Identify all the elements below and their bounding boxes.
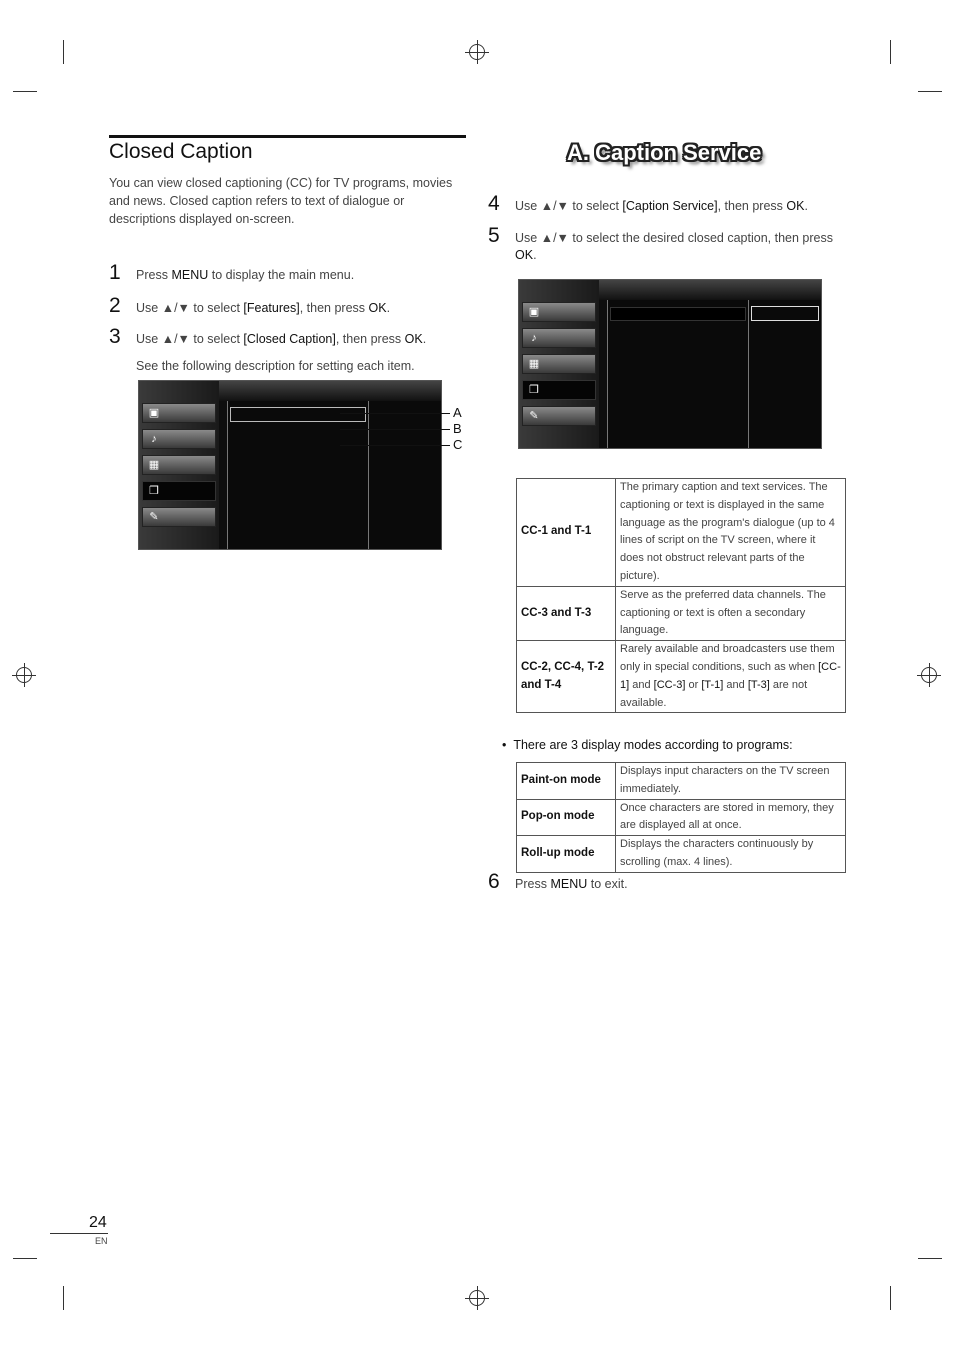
osd-menu-item [142,455,216,475]
crop-mark [918,1258,942,1259]
callout-line [340,429,450,430]
table-row [517,479,846,587]
osd-caption-service-screenshot [518,279,822,449]
channel-list-icon: ▦ [148,459,160,471]
step-text [136,267,466,284]
text-run: to exit. [587,877,628,891]
setup-icon: ✎ [149,511,159,523]
emphasis-text: OK [786,199,805,213]
step-text [136,331,466,348]
text-run: Use ▲/▼ to select [136,332,244,346]
registration-mark-icon [921,667,937,683]
step-number: 6 [488,870,500,893]
emphasis-text: [Closed Caption] [243,332,336,346]
osd-menu-item-active [142,481,216,501]
step-text [515,876,845,893]
text-run: . [422,332,427,346]
text-run: Rarely available and broadcasters use them only in special conditions, such as when [620,643,835,673]
callout-letter: C [453,437,463,452]
callout-letter: B [453,421,462,436]
features-icon: ❐ [149,485,159,497]
osd-menu-item-active [522,380,596,400]
table-desc: Displays the characters continuously by scrolling (max. 4 lines). [616,836,846,873]
osd-selection-highlight [230,407,366,422]
bullet-text: There are 3 display modes according to programs: [513,738,793,752]
crop-mark [890,1286,891,1310]
language-code: EN [95,1236,108,1246]
text-run: , then press [717,199,787,213]
bullet-item [502,737,847,754]
step-number: 5 [488,224,500,247]
features-icon: ❐ [529,384,539,396]
registration-mark-icon [469,44,485,60]
osd-menu-item [142,507,216,527]
subsection-banner: A. Caption Service [567,140,762,165]
osd-menu-screenshot [138,380,442,550]
table-label: Paint-on mode [517,763,616,800]
text-run: Use ▲/▼ to select [515,199,623,213]
osd-content-pane [227,401,441,549]
text-run: to display the main menu. [208,268,355,282]
channel-list-icon: ▦ [528,358,540,370]
crop-mark [63,40,64,64]
page-number: 24 [89,1214,107,1231]
osd-menu-item [522,328,596,348]
table-desc [616,586,846,640]
table-label: Roll-up mode [517,836,616,873]
osd-menu-item [522,302,596,322]
step-number: 3 [109,325,121,348]
table-label: CC-1 and T-1 [517,479,616,587]
setup-icon: ✎ [529,410,539,422]
text-run: Use ▲/▼ to select [136,301,244,315]
registration-mark-icon [16,667,32,683]
picture-icon: ▣ [148,407,160,419]
table-row [517,836,846,873]
emphasis-text: [CC-1] [620,660,841,691]
crop-mark [890,40,891,64]
text-run: Press [515,877,551,891]
emphasis-text: MENU [550,877,588,891]
text-run: Press [136,268,172,282]
step-number: 4 [488,192,500,215]
text-run: , then press [335,332,405,346]
emphasis-text: [Features] [243,301,300,315]
table-row [517,763,846,800]
emphasis-text: [T-1] [701,678,724,691]
table-row [517,641,846,713]
text-run: . [533,248,537,262]
table-desc [616,479,846,587]
emphasis-text: [T-3] [747,678,770,691]
text-run: . [804,199,808,213]
table-row [517,586,846,640]
text-run: and [723,678,748,691]
step-number: 2 [109,294,121,317]
crop-mark [13,1258,37,1259]
music-note-icon: ♪ [151,433,157,445]
emphasis-text: [Caption Service] [622,199,718,213]
section-rule [109,135,466,138]
osd-divider [368,401,369,549]
emphasis-text: OK [404,332,423,346]
osd-menu-item [522,354,596,374]
table-label: CC-2, CC-4, T-2 and T-4 [517,641,616,713]
text-run: , then press [299,301,369,315]
caption-service-table [516,478,846,713]
table-desc: Once characters are stored in memory, they are displayed all at once. [616,799,846,836]
section-title: Closed Caption [109,140,253,163]
crop-mark [13,91,37,92]
table-row [517,799,846,836]
step-text [515,198,845,215]
step-number: 1 [109,261,121,284]
bullet-icon: • [502,738,514,752]
emphasis-text: OK [515,248,534,262]
text-run: . [386,301,391,315]
osd-menu-item [522,406,596,426]
osd-menu-item [142,403,216,423]
emphasis-text: OK [368,301,387,315]
text-run: The primary caption and text services. The captioning or text is displayed in the same language as the program's dialogue (up to 4 lines of script on the TV screen, where it does not obstruct relevant parts of the picture). [620,481,835,582]
registration-mark-icon [469,1290,485,1306]
callout-line [340,445,450,446]
text-run: are not available. [620,678,808,709]
osd-content-pane [607,300,821,448]
text-run: Serve as the preferred data channels. The captioning or text is often a secondary language. [620,588,826,637]
osd-option-highlight [751,306,819,321]
display-mode-table [516,762,846,873]
text-run: Use ▲/▼ to select the desired closed caption, then press [515,231,833,245]
step-text [136,300,466,317]
music-note-icon: ♪ [531,332,537,344]
crop-mark [63,1286,64,1310]
step-note: See the following description for setting each item. [136,359,415,373]
emphasis-text: [CC-3] [653,678,686,691]
intro-paragraph: You can view closed captioning (CC) for TV programs, movies and news. Closed caption refers to text of dialogue or descriptions displayed on-screen. [109,176,453,226]
step-text [515,230,845,264]
table-label: CC-3 and T-3 [517,586,616,640]
table-desc: Displays input characters on the TV screen immediately. [616,763,846,800]
picture-icon: ▣ [528,306,540,318]
osd-divider [748,300,749,448]
text-run: or [685,678,702,691]
text-run: and [629,678,654,691]
callout-letter: A [453,405,462,420]
crop-mark [918,91,942,92]
emphasis-text: MENU [171,268,209,282]
osd-row-highlight [610,307,746,321]
table-desc [616,641,846,713]
callout-line [340,413,450,414]
osd-menu-item [142,429,216,449]
footer-rule [50,1233,108,1234]
table-label: Pop-on mode [517,799,616,836]
